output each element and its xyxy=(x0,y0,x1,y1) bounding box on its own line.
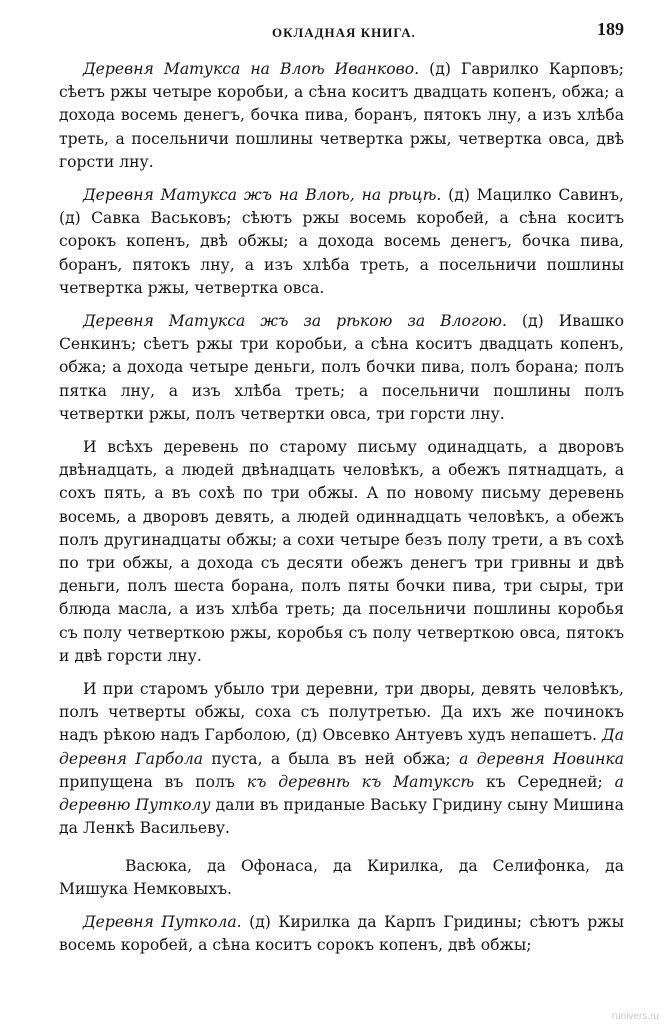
entry-paragraph xyxy=(59,58,624,174)
vacated-italic-1: Да деревня Гарбола xyxy=(59,726,624,768)
running-head: ОКЛАДНАЯ КНИГА. xyxy=(272,25,416,40)
entry-text: (д) Кирилка да Карпъ Гридины; сѣютъ ржы восемь коробей, а сѣна коситъ сорокъ копенъ, двѣ обжы; xyxy=(59,912,624,955)
entry-heading: Деревня Матукса жъ за рѣкою за Влогою. xyxy=(83,312,507,331)
entry-text: (д) Гаврилко Карповъ; сѣетъ ржы четыре коробьи, а сѣна коситъ двадцать копенъ, обжа; а дохода восемь денегъ, бочка пива, боранъ, пятокъ лну, а изъ хлѣба треть, а посельничи пошлины четвертка ржы, четвертка овса, двѣ горсти лну. xyxy=(59,60,624,171)
vacated-paragraph xyxy=(59,678,624,840)
vacated-italic-4: а деревню Путколу xyxy=(59,772,624,815)
entry-heading: Деревня Матукса жъ на Влоѣ, на рѣцѣ. xyxy=(83,186,442,205)
vacated-text-1: пуста, а была въ ней обжа; xyxy=(203,749,451,768)
vacated-text-2: припущена въ полъ xyxy=(59,772,235,791)
family-text: Васюка, да Офонаса, да Кирилка, да Селифонка, да Мишука Немковыхъ. xyxy=(59,856,624,898)
entry-heading: Деревня Матукса на Влоѣ Иванково. xyxy=(83,60,420,78)
entry-paragraph xyxy=(59,911,624,957)
summary-text: И всѣхъ деревень по старому письму одинадцать, а дворовъ двѣнадцать, а людей двѣнадцать человѣкъ, а обежъ пятнадцать, а сохъ пять, а въ сохѣ по три обжы. А по новому письму деревень восемь, а дворовъ девять, а людей одиннадцать человѣкъ, а обежъ полъ другинадцаты обжы; а сохи четыре безъ полу трети, а въ сохѣ по три обжы, а дохода съ десяти обежъ денегъ три гривны и двѣ деньги, полъ шеста борана, полъ пяты бочки пива, три сыры, три блюда масла, а изъ хлѣба треть; да посельничи пошлины коробья съ полу четверткою ржы, коробья съ полу четверткою овса, пятокъ и двѣ горсти лну. xyxy=(59,438,624,665)
summary-paragraph xyxy=(59,436,624,668)
page-number: 189 xyxy=(597,19,624,39)
watermark: runivers.ru xyxy=(611,1011,659,1022)
entry-text: (д) Мацилко Савинъ, (д) Савка Васьковъ; сѣютъ ржы восемь коробей, а сѣна коситъ сорокъ копенъ, двѣ обжы; а дохода восемь денегъ, бочка пива, боранъ, пятокъ лну, а изъ хлѣба треть, а посельничи пошлины четвертка ржы, четвертка овса. xyxy=(59,186,624,297)
entry-paragraph xyxy=(59,184,624,300)
entry-text: (д) Ивашко Сенкинъ; сѣетъ ржы три коробьи, а сѣна коситъ двадцать копенъ, обжа; а дохода четыре деньги, полъ бочки пива, полъ борана; полъ пятка лну, а изъ хлѣба треть; а посельничи пошлины полъ четвертки ржы, полъ четвертки овса, три горсти лну. xyxy=(59,312,624,423)
family-paragraph xyxy=(59,855,624,901)
vacated-italic-2: а деревня Новинка xyxy=(459,749,624,768)
entry-heading: Деревня Путкола. xyxy=(83,912,242,931)
vacated-italic-3: къ деревнѣ къ Матуксѣ xyxy=(246,772,475,791)
vacated-lead: И при старомъ убыло три деревни, три дворы, девять человѣкъ, полъ четверты обжы, соха съ полутретью. Да ихъ же починокъ надъ рѣкою надъ Гарболою, (д) Овсевко Антуевъ худъ непашетъ. xyxy=(59,680,624,745)
text-block xyxy=(59,58,624,967)
entry-paragraph xyxy=(59,310,624,426)
vacated-text-3: къ Середней; xyxy=(474,772,603,791)
vacated-text-4: дали въ приданые Ваську Гридину сыну Мишина да Ленкѣ Васильеву. xyxy=(59,796,624,838)
